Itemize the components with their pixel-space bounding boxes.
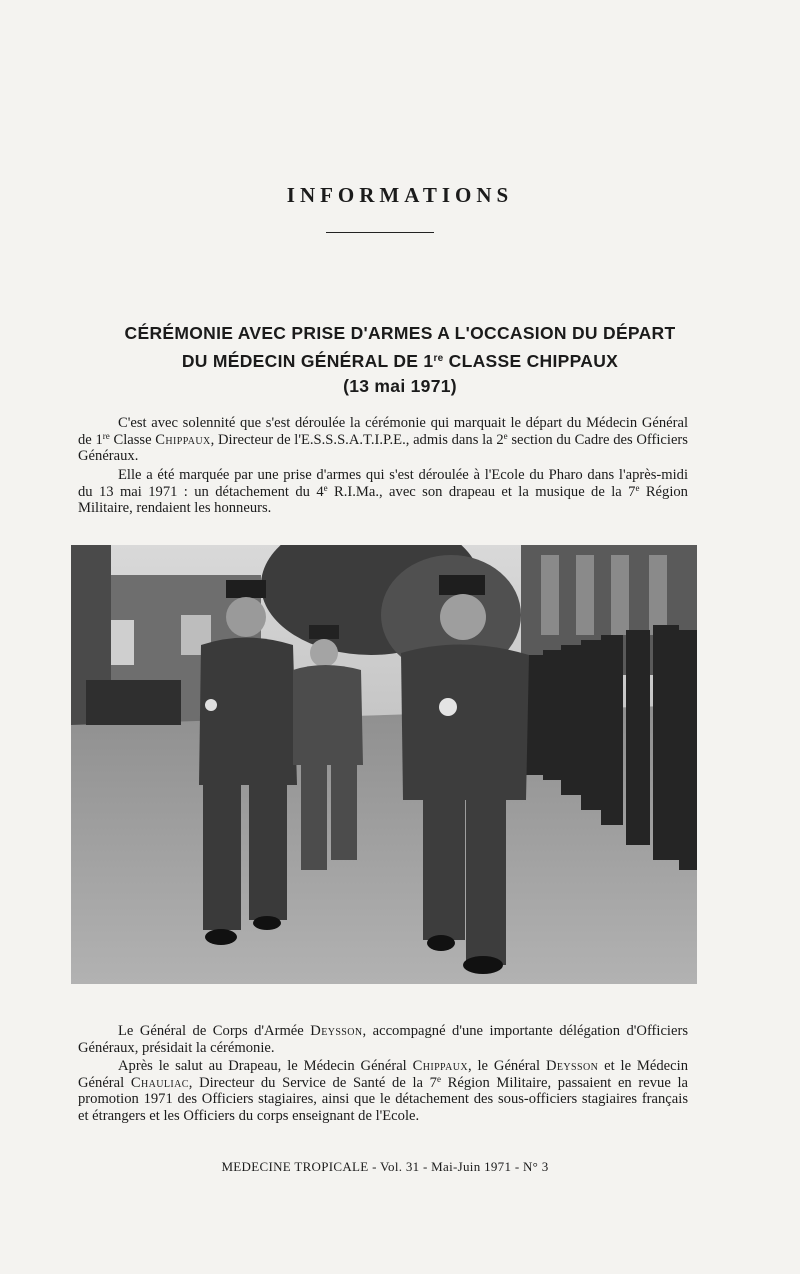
headline-date: (13 mai 1971)	[343, 376, 457, 396]
body-paragraph-1: Le Général de Corps d'Armée Deysson, accompagné d'une importante délégation d'Officiers Généraux, présidait la cérémonie.	[78, 1023, 688, 1056]
intro-paragraph-1: C'est avec solennité que s'est déroulée la cérémonie qui marquait le départ du Médecin Général de 1re Classe Chippaux, Directeur de l'E.S.S.S.A.T.I.P.E., admis dans la 2e section du Cadre des Officiers Généraux.	[78, 415, 688, 464]
section-title: INFORMATIONS	[286, 183, 514, 207]
article-headline	[0, 321, 800, 399]
ceremony-photo	[71, 545, 697, 984]
intro-paragraph-2: Elle a été marquée par une prise d'armes qui s'est déroulée à l'Ecole du Pharo dans l'après-midi du 13 mai 1971 : un détachement du 4e R.I.Ma., avec son drapeau et la musique de la 7e Région Militaire, rendaient les honneurs.	[78, 467, 688, 516]
headline-line-2: DU MÉDECIN GÉNÉRAL DE 1re CLASSE CHIPPAUX	[181, 351, 619, 371]
ceremony-photo-icon	[71, 545, 697, 984]
headline-line-1: CÉRÉMONIE AVEC PRISE D'ARMES A L'OCCASION DU DÉPART	[124, 323, 676, 343]
title-rule	[326, 232, 434, 233]
page-footer: MEDECINE TROPICALE - Vol. 31 - Mai-Juin 1971 - N° 3	[221, 1159, 549, 1174]
body-paragraph-2: Après le salut au Drapeau, le Médecin Général Chippaux, le Général Deysson et le Médecin Général Chauliac, Directeur du Service de Santé de la 7e Région Militaire, passaient en revue la promotion 1971 des Officiers stagiaires, ainsi que le détachement des sous-officiers stagiaires français et étrangers et les Officiers du corps enseignant de l'Ecole.	[78, 1058, 688, 1124]
